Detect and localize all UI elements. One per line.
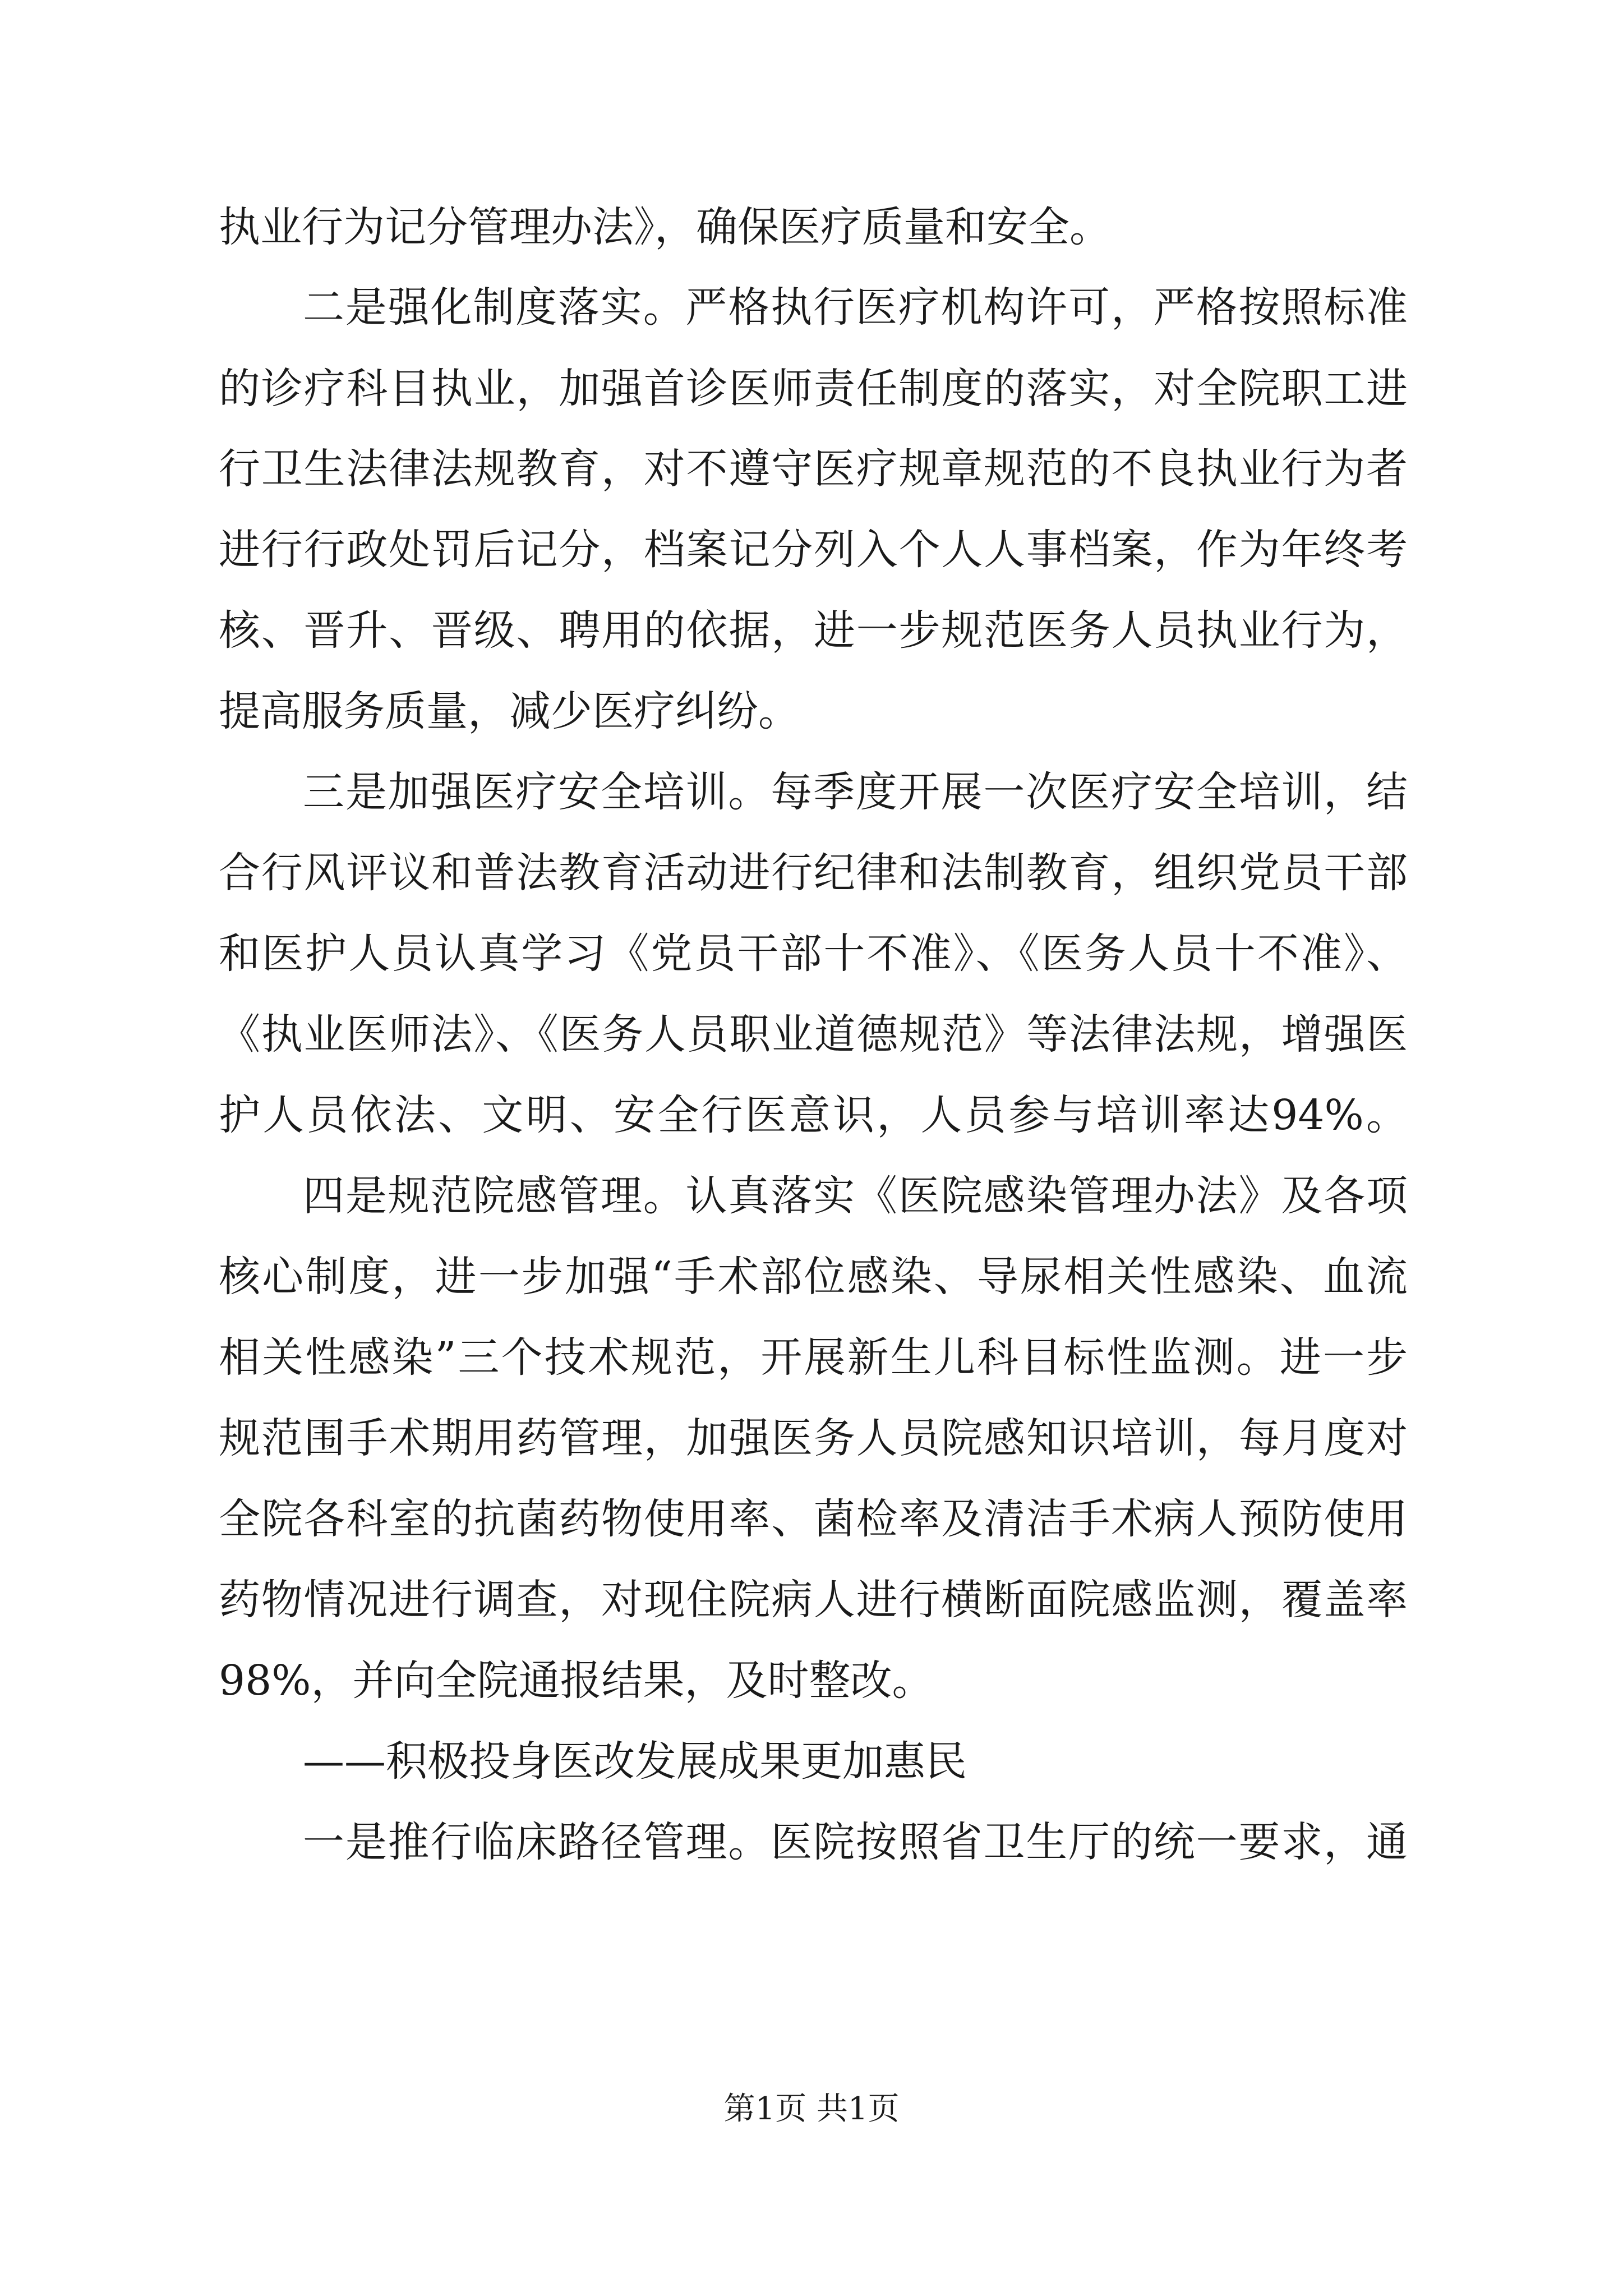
text-line: 相关性感染”三个技术规范，开展新生儿科目标性监测。进一步 xyxy=(219,1333,1408,1382)
text-line: 《执业医师法》、《医务人员职业道德规范》等法律法规，增强医 xyxy=(219,1010,1408,1059)
section-heading: ——积极投身医改发展成果更加惠民 xyxy=(303,1737,967,1786)
text-line: 98%，并向全院通报结果，及时整改。 xyxy=(219,1657,934,1705)
text-line: 药物情况进行调查，对现住院病人进行横断面院感监测，覆盖率 xyxy=(219,1576,1408,1624)
text-line: 核心制度，进一步加强“手术部位感染、导尿相关性感染、血流 xyxy=(219,1253,1408,1301)
text-line: 规范围手术期用药管理，加强医务人员院感知识培训，每月度对 xyxy=(219,1414,1408,1462)
text-line: 合行风评议和普法教育活动进行纪律和法制教育，组织党员干部 xyxy=(219,849,1408,897)
paragraph-start-line: 二是强化制度落实。严格执行医疗机构许可，严格按照标准 xyxy=(303,283,1408,332)
text-line: 提高服务质量，减少医疗纠纷。 xyxy=(219,687,800,735)
text-line: 行卫生法律法规教育，对不遵守医疗规章规范的不良执业行为者 xyxy=(219,445,1408,493)
text-line: 进行行政处罚后记分，档案记分列入个人人事档案，作为年终考 xyxy=(219,526,1408,574)
text-line: 执业行为记分管理办法》，确保医疗质量和安全。 xyxy=(219,203,1111,251)
paragraph-start-line: 四是规范院感管理。认真落实《医院感染管理办法》及各项 xyxy=(303,1172,1408,1220)
paragraph-start-line: 一是推行临床路径管理。医院按照省卫生厅的统一要求，通 xyxy=(303,1818,1408,1866)
paragraph-start-line: 三是加强医疗安全培训。每季度开展一次医疗安全培训，结 xyxy=(303,768,1408,816)
text-line: 的诊疗科目执业，加强首诊医师责任制度的落实，对全院职工进 xyxy=(219,365,1408,413)
text-line: 全院各科室的抗菌药物使用率、菌检率及清洁手术病人预防使用 xyxy=(219,1495,1408,1543)
text-line: 核、晋升、晋级、聘用的依据，进一步规范医务人员执业行为， xyxy=(219,606,1408,655)
text-line: 和医护人员认真学习《党员干部十不准》、《医务人员十不准》、 xyxy=(219,930,1408,978)
page-footer: 第1页 共1页 xyxy=(723,2091,900,2127)
text-line: 护人员依法、文明、安全行医意识，人员参与培训率达94%。 xyxy=(219,1091,1408,1139)
